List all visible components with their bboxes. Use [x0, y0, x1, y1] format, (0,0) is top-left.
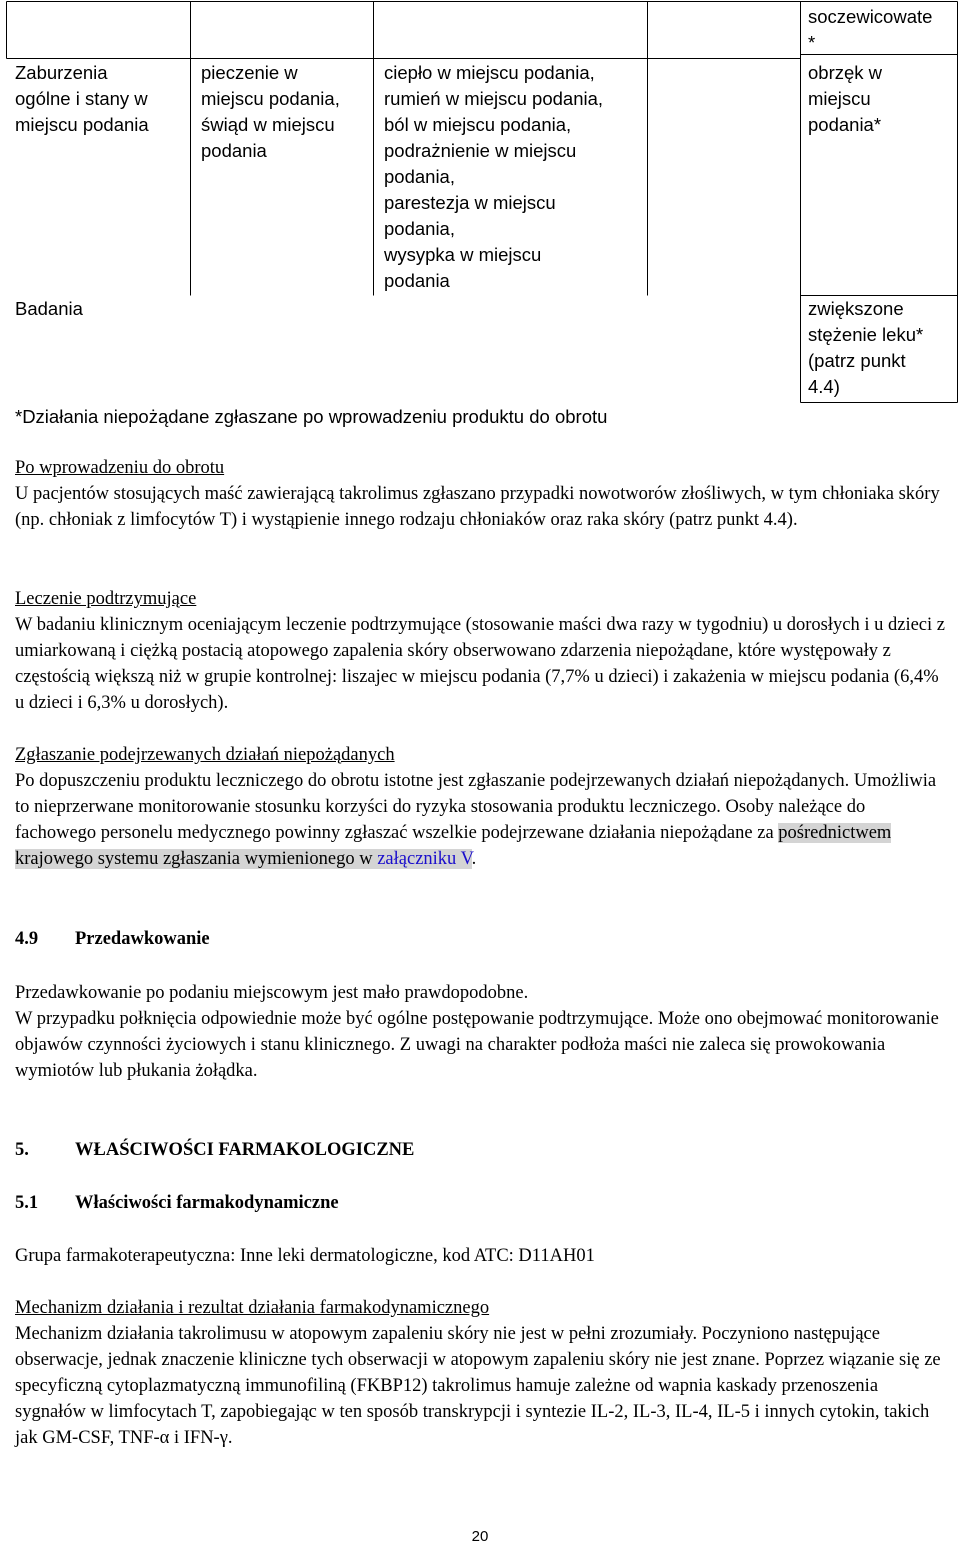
mechanism-text: Mechanizm działania takrolimusu w atopowym zapaleniu skóry nie jest w pełni zrozumiały. Poczyniono następujące obserwacje, jednak znaczenie kliniczne tych obserwacji w atopowym zapaleniu skóry nie jest znane. Poprzez wiązanie się ze specyficzną cytoplazmatyczną immunofiliną (FKBP12) takrolimus hamuje zależne od wapnia kaskady przenoszenia sygnałów w limfocytach T, zapobiegając w ten sposób transkrypcji i syntezie IL-2, IL-3, IL-4, IL-5 i innych cytokin, takich jak GM-CSF, TNF-α i IFN-γ.: [15, 1324, 941, 1448]
maintenance-text: W badaniu klinicznym oceniającym leczenie podtrzymujące (stosowanie maści dwa razy w tygodniu) u dorosłych i u dzieci z umiarkowaną i ciężką postacią atopowego zapalenia skóry obserwowano zdarzenia niepożądane, które występowały z częstością większą niż w grupie kontrolnej: liszajec w miejscu podania (7,7% u dzieci) i zakażenia w miejscu podania (6,4% u dzieci i 6,3% u dorosłych).: [15, 615, 945, 713]
post-marketing-text: U pacjentów stosujących maść zawierającą takrolimus zgłaszano przypadki nowotworów złośliwych, w tym chłoniaka skóry (np. chłoniak z limfocytów T) i wystąpienie innego rodzaju chłoniaków oraz raka skóry (patrz punkt 4.4).: [15, 484, 940, 530]
overdose-number: 4.9: [15, 929, 39, 949]
reporting-text-plain: Po dopuszczeniu produktu leczniczego do obrotu istotne jest zgłaszanie podejrzewanych działań niepożądanych. Umożliwia to nieprzerwane monitorowanie stosunku korzyści do ryzyka stosowania produktu leczniczego. Osoby należące do fachowego personelu medycznego powinny zgłaszać wszelkie podejrzewane działania niepożądane za: [15, 771, 937, 843]
mechanism-section: [15, 1295, 950, 1451]
section5-number: 5.: [15, 1140, 29, 1160]
table-footnote: *Działania niepożądane zgłaszane po wprowadzeniu produktu do obrotu: [15, 406, 608, 427]
post-marketing-heading: Po wprowadzeniu do obrotu: [15, 458, 225, 478]
section5-heading: [15, 1137, 414, 1163]
table-cell-increased-level: zwiększone stężenie leku* (patrz punkt 4.4): [808, 298, 924, 397]
table-cell-application-edema: obrzęk w miejscu podania*: [808, 62, 883, 135]
overdose-title: Przedawkowanie: [75, 929, 210, 949]
maintenance-heading: Leczenie podtrzymujące: [15, 589, 197, 609]
overdose-line2: W przypadku połknięcia odpowiednie może być ogólne postępowanie podtrzymujące. Może ono obejmować monitorowanie objawów czynności życiowych i stanu klinicznego. Z uwagi na charakter podłoża maści nie zaleca się prowokowania wymiotów lub płukania żołądka.: [15, 1009, 939, 1081]
page-number: 20: [471, 1528, 489, 1545]
table-cell-top-right: soczewicowate *: [808, 6, 933, 53]
overdose-line1: Przedawkowanie po podaniu miejscowym jest mało prawdopodobne.: [15, 983, 529, 1003]
overdose-heading: [15, 926, 210, 952]
section51-number: 5.1: [15, 1193, 39, 1213]
reporting-section: [15, 742, 950, 872]
table-cell-common-reactions: pieczenie w miejscu podania, świąd w miejscu podania: [201, 62, 340, 161]
section5-title: WŁAŚCIWOŚCI FARMAKOLOGICZNE: [75, 1140, 415, 1160]
reporting-heading: Zgłaszanie podejrzewanych działań niepożądanych: [15, 745, 395, 765]
table-cell-soc-investigations: Badania: [15, 298, 83, 319]
maintenance-section: [15, 586, 950, 716]
pharmacotherapeutic-group: Grupa farmakoterapeutyczna: Inne leki dermatologiczne, kod ATC: D11AH01: [15, 1246, 595, 1266]
section51-heading: [15, 1190, 339, 1216]
table-cell-soc-general: Zaburzenia ogólne i stany w miejscu podania: [15, 62, 149, 135]
reporting-text: [15, 768, 950, 872]
table-cell-uncommon-reactions: ciepło w miejscu podania, rumień w miejscu podania, ból w miejscu podania, podrażnienie w miejscu podania, parestezja w miejscu podania, wysypka w miejscu podania: [384, 62, 604, 291]
annex-v-link[interactable]: załączniku V: [377, 849, 472, 869]
overdose-section: [15, 980, 950, 1084]
reporting-text-end: .: [471, 849, 477, 869]
section51-title: Właściwości farmakodynamiczne: [75, 1193, 339, 1213]
reporting-highlight-words: pośrednictwem krajowego systemu zgłaszania wymienionego w: [15, 823, 892, 869]
mechanism-heading: Mechanizm działania i rezultat działania farmakodynamicznego: [15, 1298, 490, 1318]
post-marketing-section: [15, 455, 950, 533]
